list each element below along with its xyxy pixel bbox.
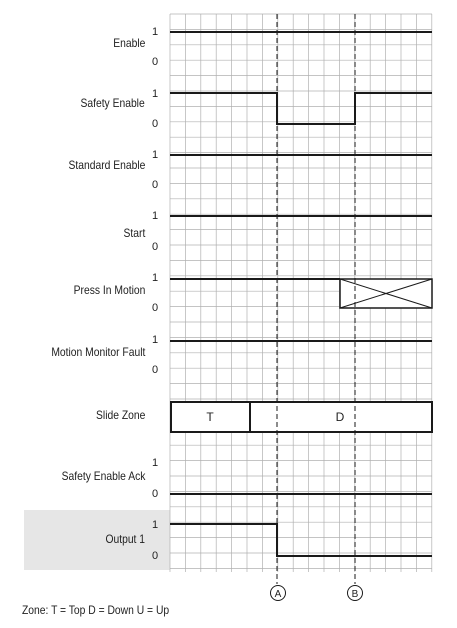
- level-high-standard-enable: 1: [151, 149, 159, 161]
- signal-label-motion-monitor-fault: Motion Monitor Fault: [50, 345, 145, 359]
- signal-label-press-in-motion: Press In Motion: [73, 283, 145, 297]
- signal-label-standard-enable: Standard Enable: [68, 158, 145, 172]
- level-low-start: 0: [151, 241, 159, 253]
- signal-label-start: Start: [123, 226, 145, 240]
- signal-label-safety-enable: Safety Enable: [80, 96, 145, 110]
- slide-zone-down-label: D: [335, 410, 345, 424]
- level-high-safety-enable: 1: [151, 88, 159, 100]
- signal-label-output-1: Output 1: [105, 532, 145, 546]
- signal-label-safety-enable-ack: Safety Enable Ack: [61, 469, 145, 483]
- level-low-enable: 0: [151, 56, 159, 68]
- signal-label-enable: Enable: [112, 36, 145, 50]
- level-high-safety-enable-ack: 1: [151, 457, 159, 469]
- level-low-motion-monitor-fault: 0: [151, 364, 159, 376]
- output-1-trace: [170, 524, 432, 556]
- level-low-output-1: 0: [151, 550, 159, 562]
- level-low-standard-enable: 0: [151, 179, 159, 191]
- level-low-safety-enable-ack: 0: [151, 488, 159, 500]
- level-low-press-in-motion: 0: [151, 302, 159, 314]
- zone-legend: Zone: T = Top D = Down U = Up: [22, 603, 170, 617]
- signal-label-slide-zone: Slide Zone: [95, 408, 145, 422]
- level-high-enable: 1: [151, 26, 159, 38]
- marker-a-label: A: [274, 589, 282, 600]
- level-low-safety-enable: 0: [151, 118, 159, 130]
- safety-enable-trace: [170, 93, 432, 124]
- marker-b-label: B: [351, 589, 359, 600]
- level-high-output-1: 1: [151, 519, 159, 531]
- level-high-motion-monitor-fault: 1: [151, 334, 159, 346]
- level-high-start: 1: [151, 210, 159, 222]
- level-high-press-in-motion: 1: [151, 272, 159, 284]
- slide-zone-top-label: T: [206, 410, 214, 424]
- press-in-motion-indeterminate-box: [340, 279, 432, 308]
